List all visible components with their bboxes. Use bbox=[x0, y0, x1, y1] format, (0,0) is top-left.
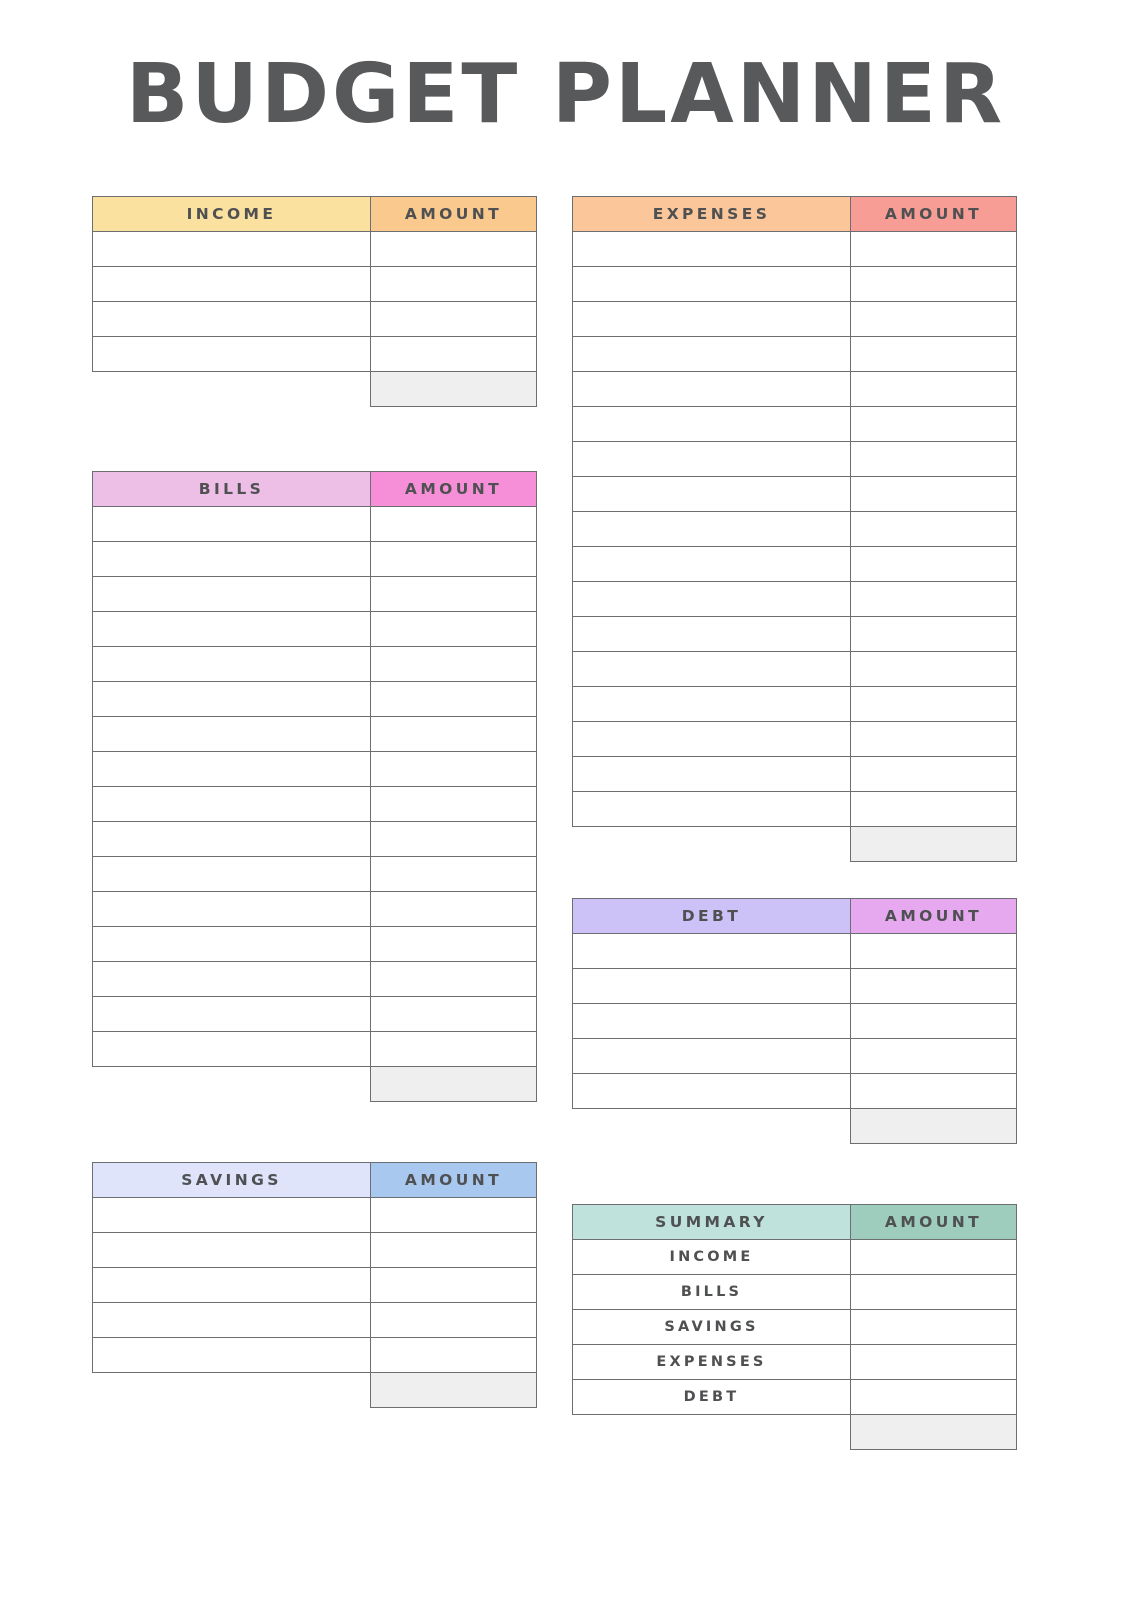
bills-row-label-1[interactable] bbox=[93, 542, 371, 577]
expenses-total-spacer bbox=[573, 827, 851, 862]
spacer bbox=[572, 1144, 1014, 1204]
income-row-label-2[interactable] bbox=[93, 302, 371, 337]
table-row[interactable] bbox=[573, 1380, 1017, 1415]
debt-row-amount-4[interactable] bbox=[851, 1074, 1017, 1109]
debt-header-label: DEBT bbox=[573, 899, 851, 934]
savings-row-label-0[interactable] bbox=[93, 1198, 371, 1233]
table-row[interactable] bbox=[573, 547, 1017, 582]
summary-row-label-bills: BILLS bbox=[573, 1275, 851, 1310]
table-row[interactable] bbox=[93, 822, 537, 857]
table-row[interactable] bbox=[573, 477, 1017, 512]
savings-header-label: SAVINGS bbox=[93, 1163, 371, 1198]
expenses-row-amount-2[interactable] bbox=[851, 302, 1017, 337]
bills-row-label-3[interactable] bbox=[93, 612, 371, 647]
bills-table bbox=[92, 471, 537, 1102]
bills-total-spacer bbox=[93, 1067, 371, 1102]
expenses-row-label-10[interactable] bbox=[573, 582, 851, 617]
summary-header-amount: AMOUNT bbox=[851, 1205, 1017, 1240]
table-header-row bbox=[93, 197, 537, 232]
table-row[interactable] bbox=[93, 1233, 537, 1268]
table-row[interactable] bbox=[93, 232, 537, 267]
expenses-table bbox=[572, 196, 1017, 862]
table-header-row bbox=[93, 1163, 537, 1198]
table-row[interactable] bbox=[93, 1268, 537, 1303]
bills-row-amount-9[interactable] bbox=[371, 822, 537, 857]
debt-table bbox=[572, 898, 1017, 1144]
bills-row-amount-13[interactable] bbox=[371, 962, 537, 997]
expenses-row-amount-14[interactable] bbox=[851, 722, 1017, 757]
table-row[interactable] bbox=[573, 652, 1017, 687]
bills-row-label-0[interactable] bbox=[93, 507, 371, 542]
bills-row-label-13[interactable] bbox=[93, 962, 371, 997]
table-row[interactable] bbox=[573, 722, 1017, 757]
summary-row-label-savings: SAVINGS bbox=[573, 1310, 851, 1345]
table-row[interactable] bbox=[93, 962, 537, 997]
table-header-row bbox=[93, 472, 537, 507]
expenses-row-amount-15[interactable] bbox=[851, 757, 1017, 792]
bills-row-amount-2[interactable] bbox=[371, 577, 537, 612]
bills-row-label-11[interactable] bbox=[93, 892, 371, 927]
table-row[interactable] bbox=[93, 752, 537, 787]
savings-row-label-2[interactable] bbox=[93, 1268, 371, 1303]
expenses-row-amount-11[interactable] bbox=[851, 617, 1017, 652]
expenses-row-label-8[interactable] bbox=[573, 512, 851, 547]
bills-row-label-9[interactable] bbox=[93, 822, 371, 857]
expenses-row-amount-6[interactable] bbox=[851, 442, 1017, 477]
expenses-row-label-6[interactable] bbox=[573, 442, 851, 477]
table-row[interactable] bbox=[93, 1338, 537, 1373]
expenses-row-label-3[interactable] bbox=[573, 337, 851, 372]
bills-row-amount-1[interactable] bbox=[371, 542, 537, 577]
bills-row-amount-6[interactable] bbox=[371, 717, 537, 752]
table-row[interactable] bbox=[573, 757, 1017, 792]
total-row[interactable] bbox=[573, 1109, 1017, 1144]
expenses-row-amount-16[interactable] bbox=[851, 792, 1017, 827]
table-row[interactable] bbox=[93, 267, 537, 302]
table-row[interactable] bbox=[573, 1074, 1017, 1109]
spacer bbox=[92, 1102, 534, 1162]
bills-row-label-6[interactable] bbox=[93, 717, 371, 752]
expenses-header-amount: AMOUNT bbox=[851, 197, 1017, 232]
debt-row-label-2[interactable] bbox=[573, 1004, 851, 1039]
expenses-row-amount-12[interactable] bbox=[851, 652, 1017, 687]
expenses-row-label-9[interactable] bbox=[573, 547, 851, 582]
total-row[interactable] bbox=[93, 1373, 537, 1408]
spacer bbox=[92, 407, 534, 471]
bills-row-label-7[interactable] bbox=[93, 752, 371, 787]
expenses-row-label-15[interactable] bbox=[573, 757, 851, 792]
bills-row-label-5[interactable] bbox=[93, 682, 371, 717]
savings-row-label-4[interactable] bbox=[93, 1338, 371, 1373]
table-row[interactable] bbox=[573, 1310, 1017, 1345]
debt-row-amount-3[interactable] bbox=[851, 1039, 1017, 1074]
expenses-row-label-1[interactable] bbox=[573, 267, 851, 302]
income-total-spacer bbox=[93, 372, 371, 407]
summary-row-amount-bills[interactable] bbox=[851, 1275, 1017, 1310]
summary-row-label-income: INCOME bbox=[573, 1240, 851, 1275]
savings-row-amount-3[interactable] bbox=[371, 1303, 537, 1338]
savings-row-amount-2[interactable] bbox=[371, 1268, 537, 1303]
income-row-amount-0[interactable] bbox=[371, 232, 537, 267]
expenses-total-amount[interactable] bbox=[851, 827, 1017, 862]
bills-row-label-4[interactable] bbox=[93, 647, 371, 682]
table-row[interactable] bbox=[93, 717, 537, 752]
bills-row-amount-8[interactable] bbox=[371, 787, 537, 822]
bills-row-label-2[interactable] bbox=[93, 577, 371, 612]
expenses-row-amount-5[interactable] bbox=[851, 407, 1017, 442]
savings-total-spacer bbox=[93, 1373, 371, 1408]
table-row[interactable] bbox=[573, 407, 1017, 442]
spacer bbox=[572, 862, 1014, 898]
table-row[interactable] bbox=[93, 892, 537, 927]
expenses-header-label: EXPENSES bbox=[573, 197, 851, 232]
debt-row-label-4[interactable] bbox=[573, 1074, 851, 1109]
bills-row-amount-12[interactable] bbox=[371, 927, 537, 962]
debt-row-amount-1[interactable] bbox=[851, 969, 1017, 1004]
savings-row-amount-1[interactable] bbox=[371, 1233, 537, 1268]
income-row-label-1[interactable] bbox=[93, 267, 371, 302]
total-row[interactable] bbox=[93, 372, 537, 407]
bills-row-amount-14[interactable] bbox=[371, 997, 537, 1032]
summary-row-amount-expenses[interactable] bbox=[851, 1345, 1017, 1380]
table-row[interactable] bbox=[573, 1039, 1017, 1074]
savings-table bbox=[92, 1162, 537, 1408]
table-header-row bbox=[573, 899, 1017, 934]
table-row[interactable] bbox=[93, 612, 537, 647]
table-row[interactable] bbox=[573, 1345, 1017, 1380]
income-row-amount-2[interactable] bbox=[371, 302, 537, 337]
table-row[interactable] bbox=[573, 302, 1017, 337]
savings-total-amount[interactable] bbox=[371, 1373, 537, 1408]
bills-total-amount[interactable] bbox=[371, 1067, 537, 1102]
expenses-row-label-7[interactable] bbox=[573, 477, 851, 512]
debt-row-label-1[interactable] bbox=[573, 969, 851, 1004]
savings-row-label-3[interactable] bbox=[93, 1303, 371, 1338]
table-row[interactable] bbox=[93, 647, 537, 682]
savings-row-label-1[interactable] bbox=[93, 1233, 371, 1268]
total-row[interactable] bbox=[573, 1415, 1017, 1450]
summary-row-amount-savings[interactable] bbox=[851, 1310, 1017, 1345]
left-column bbox=[92, 196, 534, 1408]
summary-total-spacer bbox=[573, 1415, 851, 1450]
debt-row-amount-2[interactable] bbox=[851, 1004, 1017, 1039]
summary-row-label-debt: DEBT bbox=[573, 1380, 851, 1415]
expenses-row-label-2[interactable] bbox=[573, 302, 851, 337]
bills-row-label-12[interactable] bbox=[93, 927, 371, 962]
expenses-row-amount-7[interactable] bbox=[851, 477, 1017, 512]
table-row[interactable] bbox=[93, 337, 537, 372]
table-header-row bbox=[573, 1205, 1017, 1240]
table-row[interactable] bbox=[573, 582, 1017, 617]
table-row[interactable] bbox=[573, 337, 1017, 372]
bills-row-amount-3[interactable] bbox=[371, 612, 537, 647]
expenses-row-label-4[interactable] bbox=[573, 372, 851, 407]
summary-total-amount[interactable] bbox=[851, 1415, 1017, 1450]
table-row[interactable] bbox=[93, 507, 537, 542]
total-row[interactable] bbox=[93, 1067, 537, 1102]
income-header-label: INCOME bbox=[93, 197, 371, 232]
bills-header-amount: AMOUNT bbox=[371, 472, 537, 507]
income-header-amount: AMOUNT bbox=[371, 197, 537, 232]
table-row[interactable] bbox=[93, 997, 537, 1032]
expenses-row-amount-1[interactable] bbox=[851, 267, 1017, 302]
table-row[interactable] bbox=[573, 792, 1017, 827]
bills-row-label-15[interactable] bbox=[93, 1032, 371, 1067]
savings-header-amount: AMOUNT bbox=[371, 1163, 537, 1198]
expenses-row-amount-13[interactable] bbox=[851, 687, 1017, 722]
bills-row-amount-4[interactable] bbox=[371, 647, 537, 682]
expenses-row-label-0[interactable] bbox=[573, 232, 851, 267]
debt-row-amount-0[interactable] bbox=[851, 934, 1017, 969]
bills-row-amount-10[interactable] bbox=[371, 857, 537, 892]
income-table bbox=[92, 196, 537, 407]
table-row[interactable] bbox=[573, 617, 1017, 652]
bills-row-amount-5[interactable] bbox=[371, 682, 537, 717]
table-row[interactable] bbox=[93, 1303, 537, 1338]
table-row[interactable] bbox=[93, 682, 537, 717]
table-row[interactable] bbox=[93, 1032, 537, 1067]
table-row[interactable] bbox=[573, 934, 1017, 969]
table-row[interactable] bbox=[93, 1198, 537, 1233]
income-row-amount-3[interactable] bbox=[371, 337, 537, 372]
table-row[interactable] bbox=[573, 232, 1017, 267]
expenses-row-amount-0[interactable] bbox=[851, 232, 1017, 267]
bills-row-label-10[interactable] bbox=[93, 857, 371, 892]
bills-row-amount-0[interactable] bbox=[371, 507, 537, 542]
table-row[interactable] bbox=[93, 577, 537, 612]
debt-header-amount: AMOUNT bbox=[851, 899, 1017, 934]
page-title: BUDGET PLANNER bbox=[125, 47, 1006, 142]
table-row[interactable] bbox=[573, 1004, 1017, 1039]
expenses-row-amount-9[interactable] bbox=[851, 547, 1017, 582]
table-row[interactable] bbox=[573, 267, 1017, 302]
table-row[interactable] bbox=[93, 302, 537, 337]
expenses-row-amount-4[interactable] bbox=[851, 372, 1017, 407]
debt-total-amount[interactable] bbox=[851, 1109, 1017, 1144]
table-row[interactable] bbox=[93, 927, 537, 962]
bills-row-amount-7[interactable] bbox=[371, 752, 537, 787]
expenses-row-label-16[interactable] bbox=[573, 792, 851, 827]
expenses-row-amount-3[interactable] bbox=[851, 337, 1017, 372]
debt-row-label-3[interactable] bbox=[573, 1039, 851, 1074]
right-column bbox=[572, 196, 1014, 1450]
table-row[interactable] bbox=[573, 442, 1017, 477]
summary-header-label: SUMMARY bbox=[573, 1205, 851, 1240]
total-row[interactable] bbox=[573, 827, 1017, 862]
bills-row-label-8[interactable] bbox=[93, 787, 371, 822]
expenses-row-label-5[interactable] bbox=[573, 407, 851, 442]
expenses-row-label-11[interactable] bbox=[573, 617, 851, 652]
table-row[interactable] bbox=[93, 857, 537, 892]
savings-row-amount-4[interactable] bbox=[371, 1338, 537, 1373]
bills-row-amount-15[interactable] bbox=[371, 1032, 537, 1067]
bills-row-amount-11[interactable] bbox=[371, 892, 537, 927]
bills-header-label: BILLS bbox=[93, 472, 371, 507]
table-row[interactable] bbox=[573, 512, 1017, 547]
debt-total-spacer bbox=[573, 1109, 851, 1144]
table-row[interactable] bbox=[573, 372, 1017, 407]
summary-row-amount-debt[interactable] bbox=[851, 1380, 1017, 1415]
savings-row-amount-0[interactable] bbox=[371, 1198, 537, 1233]
debt-row-label-0[interactable] bbox=[573, 934, 851, 969]
summary-row-amount-income[interactable] bbox=[851, 1240, 1017, 1275]
table-row[interactable] bbox=[573, 1240, 1017, 1275]
expenses-row-label-12[interactable] bbox=[573, 652, 851, 687]
table-row[interactable] bbox=[93, 787, 537, 822]
table-row[interactable] bbox=[93, 542, 537, 577]
expenses-row-label-14[interactable] bbox=[573, 722, 851, 757]
summary-row-label-expenses: EXPENSES bbox=[573, 1345, 851, 1380]
table-row[interactable] bbox=[573, 969, 1017, 1004]
income-row-amount-1[interactable] bbox=[371, 267, 537, 302]
expenses-row-label-13[interactable] bbox=[573, 687, 851, 722]
expenses-row-amount-10[interactable] bbox=[851, 582, 1017, 617]
table-row[interactable] bbox=[573, 1275, 1017, 1310]
income-row-label-0[interactable] bbox=[93, 232, 371, 267]
table-header-row bbox=[573, 197, 1017, 232]
bills-row-label-14[interactable] bbox=[93, 997, 371, 1032]
expenses-row-amount-8[interactable] bbox=[851, 512, 1017, 547]
income-row-label-3[interactable] bbox=[93, 337, 371, 372]
income-total-amount[interactable] bbox=[371, 372, 537, 407]
summary-table bbox=[572, 1204, 1017, 1450]
table-row[interactable] bbox=[573, 687, 1017, 722]
